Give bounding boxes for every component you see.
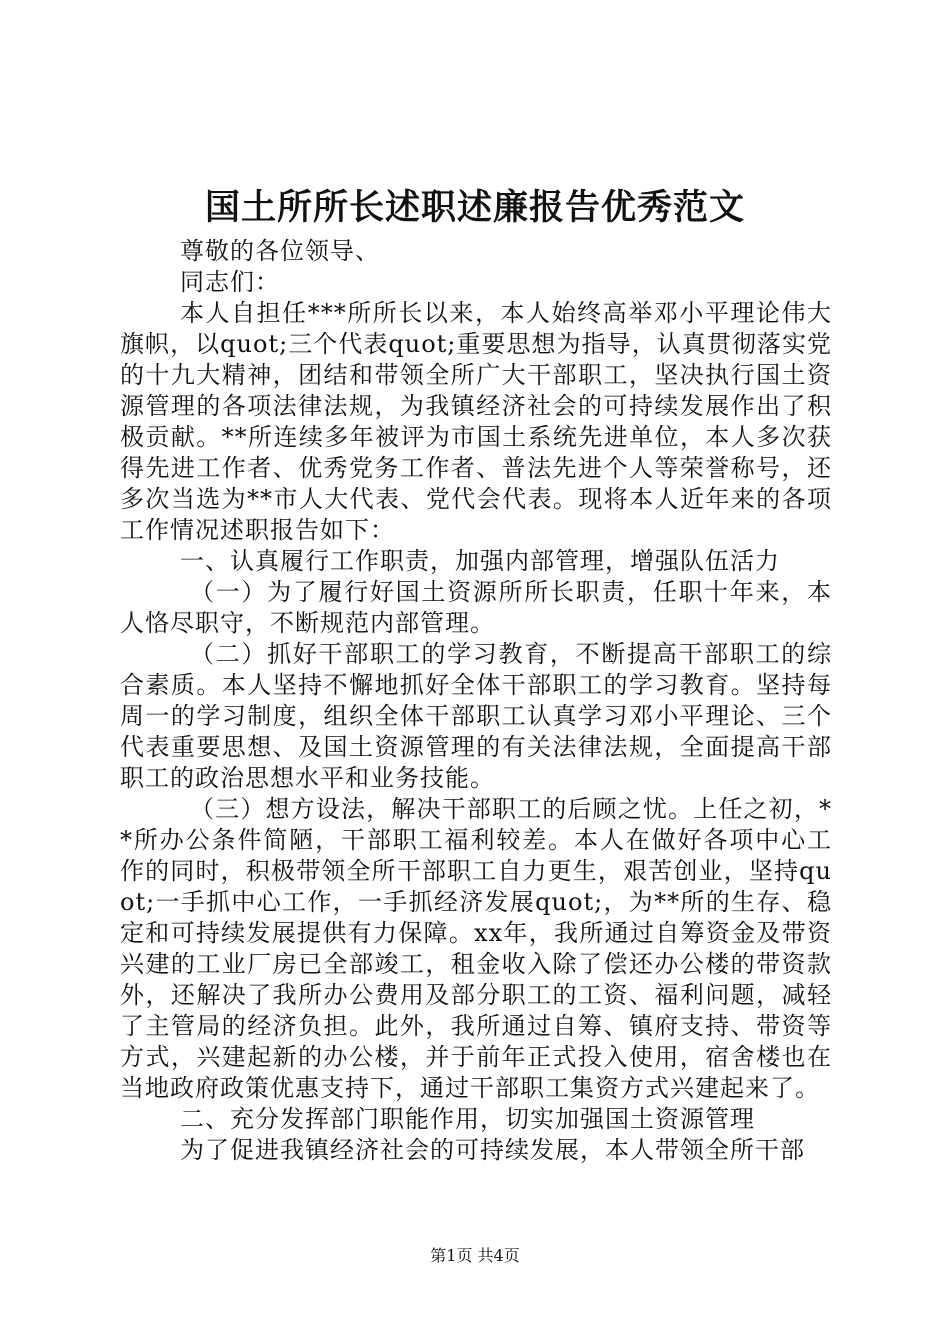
body-paragraph-1-3: （三）想方设法，解决干部职工的后顾之忧。上任之初，**所办公条件简陋，干部职工福利较差。本人在做好各项中心工作的同时，积极带领全所干部职工自力更生，艰苦创业，坚持quot;一手抓中心工作，一手抓经济发展quot;，为**所的生存、稳定和可持续发展提供有力保障。xx年，我所通过自筹资金及带资兴建的工业厂房已全部竣工，租金收入除了偿还办公楼的带资款外，还解决了我所办公费用及部分职工的工资、福利问题，减轻了主管局的经济负担。此外，我所通过自筹、镇府支持、带资等方式，兴建起新的办公楼，并于前年正式投入使用，宿舍楼也在当地政府政策优惠支持下，通过干部职工集资方式兴建起来了。 [120,795,832,1102]
page-footer: 第1页 共4页 [430,1246,520,1265]
section-heading-2: 二、充分发挥部门职能作用，切实加强国土资源管理 [180,1105,755,1133]
salutation-line-1: 尊敬的各位领导、 [180,237,380,265]
document-title: 国土所所长述职述廉报告优秀范文 [204,187,745,228]
body-paragraph-1-1: （一）为了履行好国土资源所所长职责，任职十年来，本人恪尽职守，不断规范内部管理。 [120,578,832,637]
body-paragraph-2-intro: 为了促进我镇经济社会的可持续发展，本人带领全所干部 [180,1136,805,1164]
document-body [120,236,832,1166]
body-paragraph-intro: 本人自担任***所所长以来，本人始终高举邓小平理论伟大旗帜，以quot;三个代表quot;重要思想为指导，认真贯彻落实党的十九大精神，团结和带领全所广大干部职工，坚决执行国土资源管理的各项法律法规，为我镇经济社会的可持续发展作出了积极贡献。**所连续多年被评为市国土系统先进单位，本人多次获得先进工作者、优秀党务工作者、普法先进个人等荣誉称号，还多次当选为**市人大代表、党代会代表。现将本人近年来的各项工作情况述职报告如下： [120,299,832,544]
salutation-line-2: 同志们： [180,268,280,296]
body-paragraph-1-2: （二）抓好干部职工的学习教育，不断提高干部职工的综合素质。本人坚持不懈地抓好全体干部职工的学习教育。坚持每周一的学习制度，组织全体干部职工认真学习邓小平理论、三个代表重要思想、及国土资源管理的有关法律法规，全面提高干部职工的政治思想水平和业务技能。 [120,640,832,792]
section-heading-1: 一、认真履行工作职责，加强内部管理，增强队伍活力 [180,547,780,575]
